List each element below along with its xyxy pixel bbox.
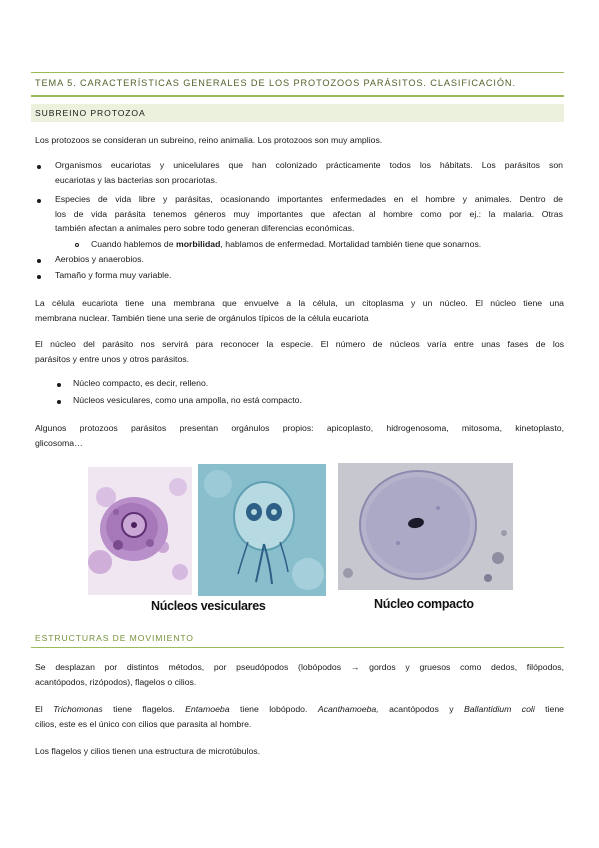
bullet-organismos-line2: eucariotas y las bacterias son procariotas. bbox=[55, 175, 218, 185]
bullet-tamano: Tamaño y forma muy variable. bbox=[55, 270, 172, 280]
bullet-especies-line3: también afectan a animales pero sobre todo generan diferencias económicas. bbox=[55, 223, 355, 233]
cell-paragraph-line2: membrana nuclear. También tiene una serie de orgánulos típicos de la célula eucariota bbox=[35, 313, 369, 323]
bullet-dot bbox=[37, 165, 41, 169]
section-heading-protozoa bbox=[31, 104, 564, 122]
bullet-especies-line2: los de vida parásita tenemos géneros muy importantes que afectan al hombre como por ej.: la malaria. Otras bbox=[55, 209, 563, 219]
sub-bullet-bold-term: morbilidad bbox=[176, 239, 221, 249]
caption-nucleos-vesiculares: Núcleos vesiculares bbox=[151, 599, 266, 613]
section-heading-label: SUBREINO PROTOZOA bbox=[35, 108, 146, 118]
section-heading-label: ESTRUCTURAS DE MOVIMIENTO bbox=[35, 633, 194, 643]
title-bar bbox=[31, 72, 564, 97]
document-title: TEMA 5. CARACTERÍSTICAS GENERALES DE LOS PROTOZOOS PARÁSITOS. CLASIFICACIÓN. bbox=[35, 78, 516, 88]
bullet-especies-line1: Especies de vida libre y parásitas, ocasionando importantes enfermedades en el hombre y animales. Dentro de bbox=[55, 194, 563, 204]
intro-paragraph: Los protozoos se consideran un subreino, reino animalia. Los protozoos son muy amplios. bbox=[35, 135, 383, 145]
bullet-nucleo-compacto: Núcleo compacto, es decir, relleno. bbox=[73, 378, 209, 388]
microtubules-paragraph: Los flagelos y cilios tienen una estructura de microtúbulos. bbox=[35, 746, 261, 756]
micrograph-vesicular-amoeba bbox=[88, 467, 192, 595]
species-balantidium: Ballantidium coli bbox=[464, 704, 535, 714]
sub-bullet-text-pre: Cuando hablemos de bbox=[91, 239, 177, 249]
bullet-dot bbox=[57, 383, 61, 387]
sub-bullet-text-post: , hablamos de enfermedad. Mortalidad también tiene que sonarnos. bbox=[220, 239, 482, 249]
nucleus-paragraph-line2: parásitos y entre unos y otros parásitos. bbox=[35, 354, 190, 364]
species-trichomonas: Trichomonas bbox=[53, 704, 103, 714]
bullet-dot bbox=[37, 275, 41, 279]
species-paragraph-line1: El Trichomonas tiene flagelos. Entamoeba tiene lobópodo. Acanthamoeba, acantópodos y Ballantidium coli tiene bbox=[35, 704, 565, 714]
bullet-organismos-line1: Organismos eucariotas y unicelulares que han colonizado prácticamente todos los hábitats. Los parásitos son bbox=[55, 160, 563, 170]
nucleus-paragraph-line1: El núcleo del parásito nos servirá para reconocer la especie. El número de núcleos varía entre unas fases de los bbox=[35, 339, 564, 349]
caption-nucleo-compacto: Núcleo compacto bbox=[374, 597, 474, 611]
bullet-nucleos-vesiculares: Núcleos vesiculares, como una ampolla, no está compacto. bbox=[73, 395, 302, 405]
micrograph-vesicular-giardia bbox=[198, 464, 326, 596]
bullet-dot bbox=[57, 400, 61, 404]
species-entamoeba: Entamoeba bbox=[185, 704, 230, 714]
bullet-dot bbox=[37, 199, 41, 203]
cell-paragraph-line1: La célula eucariota tiene una membrana que envuelve a la célula, un citoplasma y un núcleo. El núcleo tiene una bbox=[35, 298, 564, 308]
organelles-paragraph-line2: glicosoma… bbox=[35, 438, 83, 448]
sub-bullet-ring bbox=[75, 243, 79, 247]
species-paragraph-line2: cilios, este es el único con cilios que parasita al hombre. bbox=[35, 719, 252, 729]
species-acanthamoeba: Acanthamoeba, bbox=[317, 704, 379, 714]
bullet-aerobios: Aerobios y anaerobios. bbox=[55, 254, 144, 264]
section-heading-movimiento bbox=[31, 630, 564, 648]
micrograph-compact-nucleus bbox=[338, 463, 513, 590]
bullet-dot bbox=[37, 259, 41, 263]
movement-paragraph-line2: acantópodos, rizópodos), flagelos o cilios. bbox=[35, 677, 197, 687]
organelles-paragraph-line1: Algunos protozoos parásitos presentan orgánulos propios: apicoplasto, hidrogenosoma, mitosoma, kinetoplasto, bbox=[35, 423, 564, 433]
movement-paragraph-line1: Se desplazan por distintos métodos, por pseudópodos (lobópodos → gordos y gruesos como dedos, filópodos, bbox=[35, 662, 564, 672]
sub-bullet-morbilidad bbox=[91, 237, 561, 252]
